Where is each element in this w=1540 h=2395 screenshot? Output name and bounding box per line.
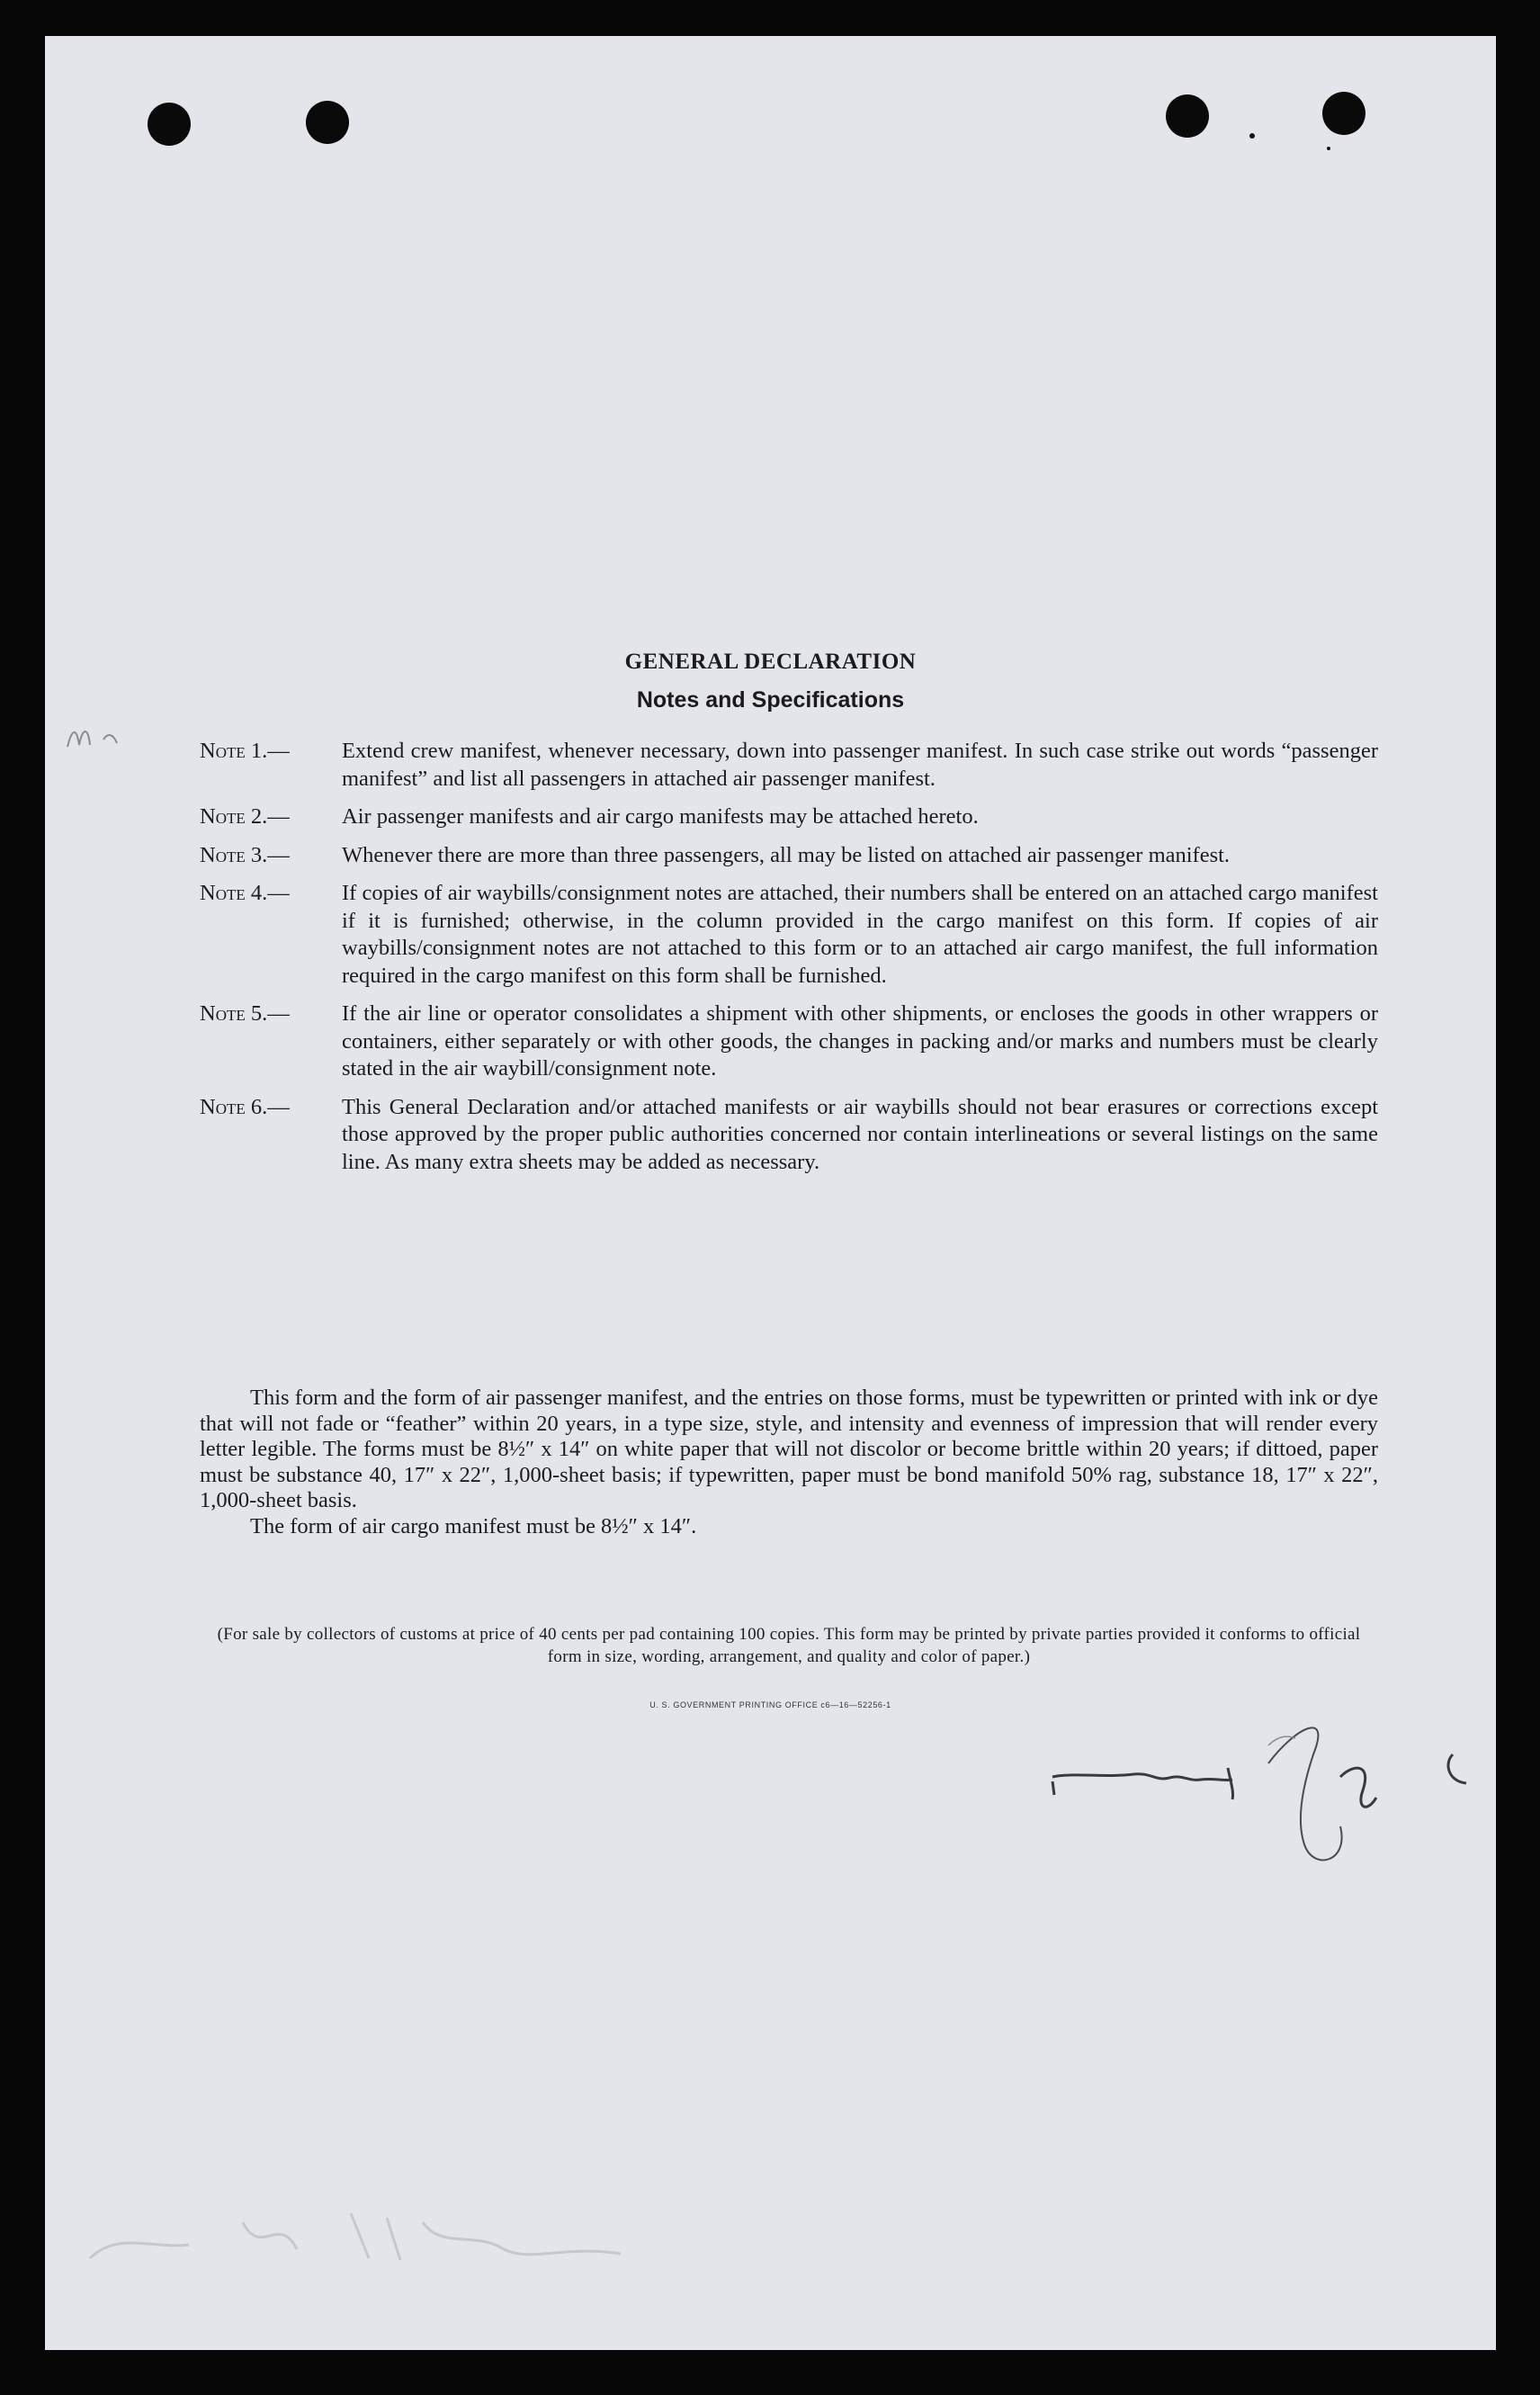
- note-label: Note 2.—: [200, 804, 290, 829]
- note-label: Note 4.—: [200, 881, 290, 905]
- punch-hole-4: [1322, 92, 1365, 135]
- note-6: [200, 1094, 1378, 1177]
- sale-footnote: (For sale by collectors of customs at price of 40 cents per pad containing 100 copies. This form may be printed by private parties provided it conforms to official form in size, wording, arrangement, and quality and color of paper.): [217, 1625, 1361, 1666]
- note-text: Air passenger manifests and air cargo manifests may be attached hereto.: [342, 804, 979, 829]
- speck-2: [1327, 147, 1330, 150]
- note-label: Note 1.—: [200, 739, 290, 763]
- handwritten-signature: [998, 1691, 1484, 1889]
- specifications-paragraph: [200, 1386, 1378, 1539]
- note-label: Note 3.—: [200, 842, 290, 867]
- note-text: If copies of air waybills/consignment notes are attached, their numbers shall be entered on an attached cargo manifest if it is furnished; otherwise, in the column provided in the cargo manifest on this form. If copies of air waybills/consignment notes are not attached to this form or to an attached air cargo manifest, the full information required in the cargo manifest on this form shall be furnished.: [342, 881, 1378, 988]
- note-1: [200, 738, 1378, 793]
- note-label: Note 6.—: [200, 1094, 290, 1119]
- printer-imprint: U. S. GOVERNMENT PRINTING OFFICE c6—16—52256-1: [649, 1700, 891, 1709]
- handwritten-mark-left: [63, 720, 162, 756]
- speck-1: [1249, 133, 1255, 139]
- note-4: [200, 880, 1378, 990]
- note-5: [200, 1000, 1378, 1083]
- note-3: [200, 842, 1378, 870]
- body-last-line: The form of air cargo manifest must be 8½″ x 14″.: [250, 1513, 697, 1538]
- note-text: Whenever there are more than three passengers, all may be listed on attached air passenger manifest.: [342, 842, 1231, 867]
- page-subtitle: Notes and Specifications: [636, 687, 905, 713]
- note-text: Extend crew manifest, whenever necessary, down into passenger manifest. In such case strike out words “passenger manifest” and list all passengers in attached air passenger manifest.: [342, 739, 1378, 791]
- faint-handwriting-bottom: [81, 2195, 639, 2276]
- note-label: Note 5.—: [200, 1001, 290, 1026]
- page-title: GENERAL DECLARATION: [624, 650, 917, 674]
- punch-hole-3: [1166, 94, 1209, 138]
- notes-list: [200, 738, 1378, 1187]
- punch-hole-1: [148, 103, 191, 146]
- punch-hole-2: [306, 101, 349, 144]
- body-paragraph: This form and the form of air passenger manifest, and the entries on those forms, must be typewritten or printed with ink or dye that will not fade or “feather” within 20 years, in a type size, style, and intensity and evenness of impression that will render every letter legible. The forms must be 8½″ x 14″ on white paper that will not discolor or become brittle within 20 years; if dittoed, paper must be substance 40, 17″ x 22″, 1,000-sheet basis; if typewritten, paper must be bond manifold 50% rag, substance 18, 17″ x 22″, 1,000-sheet basis.: [200, 1386, 1378, 1512]
- note-text: If the air line or operator consolidates a shipment with other shipments, or encloses the goods in other wrappers or containers, either separately or with other goods, the changes in packing and/or marks and numbers must be clearly stated in the air waybill/consignment note.: [342, 1001, 1378, 1081]
- note-text: This General Declaration and/or attached manifests or air waybills should not bear erasures or corrections except those approved by the proper public authorities concerned nor contain interlineations or several listings on the same line. As many extra sheets may be added as necessary.: [342, 1094, 1378, 1174]
- document-page: [45, 36, 1496, 2350]
- note-2: [200, 803, 1378, 831]
